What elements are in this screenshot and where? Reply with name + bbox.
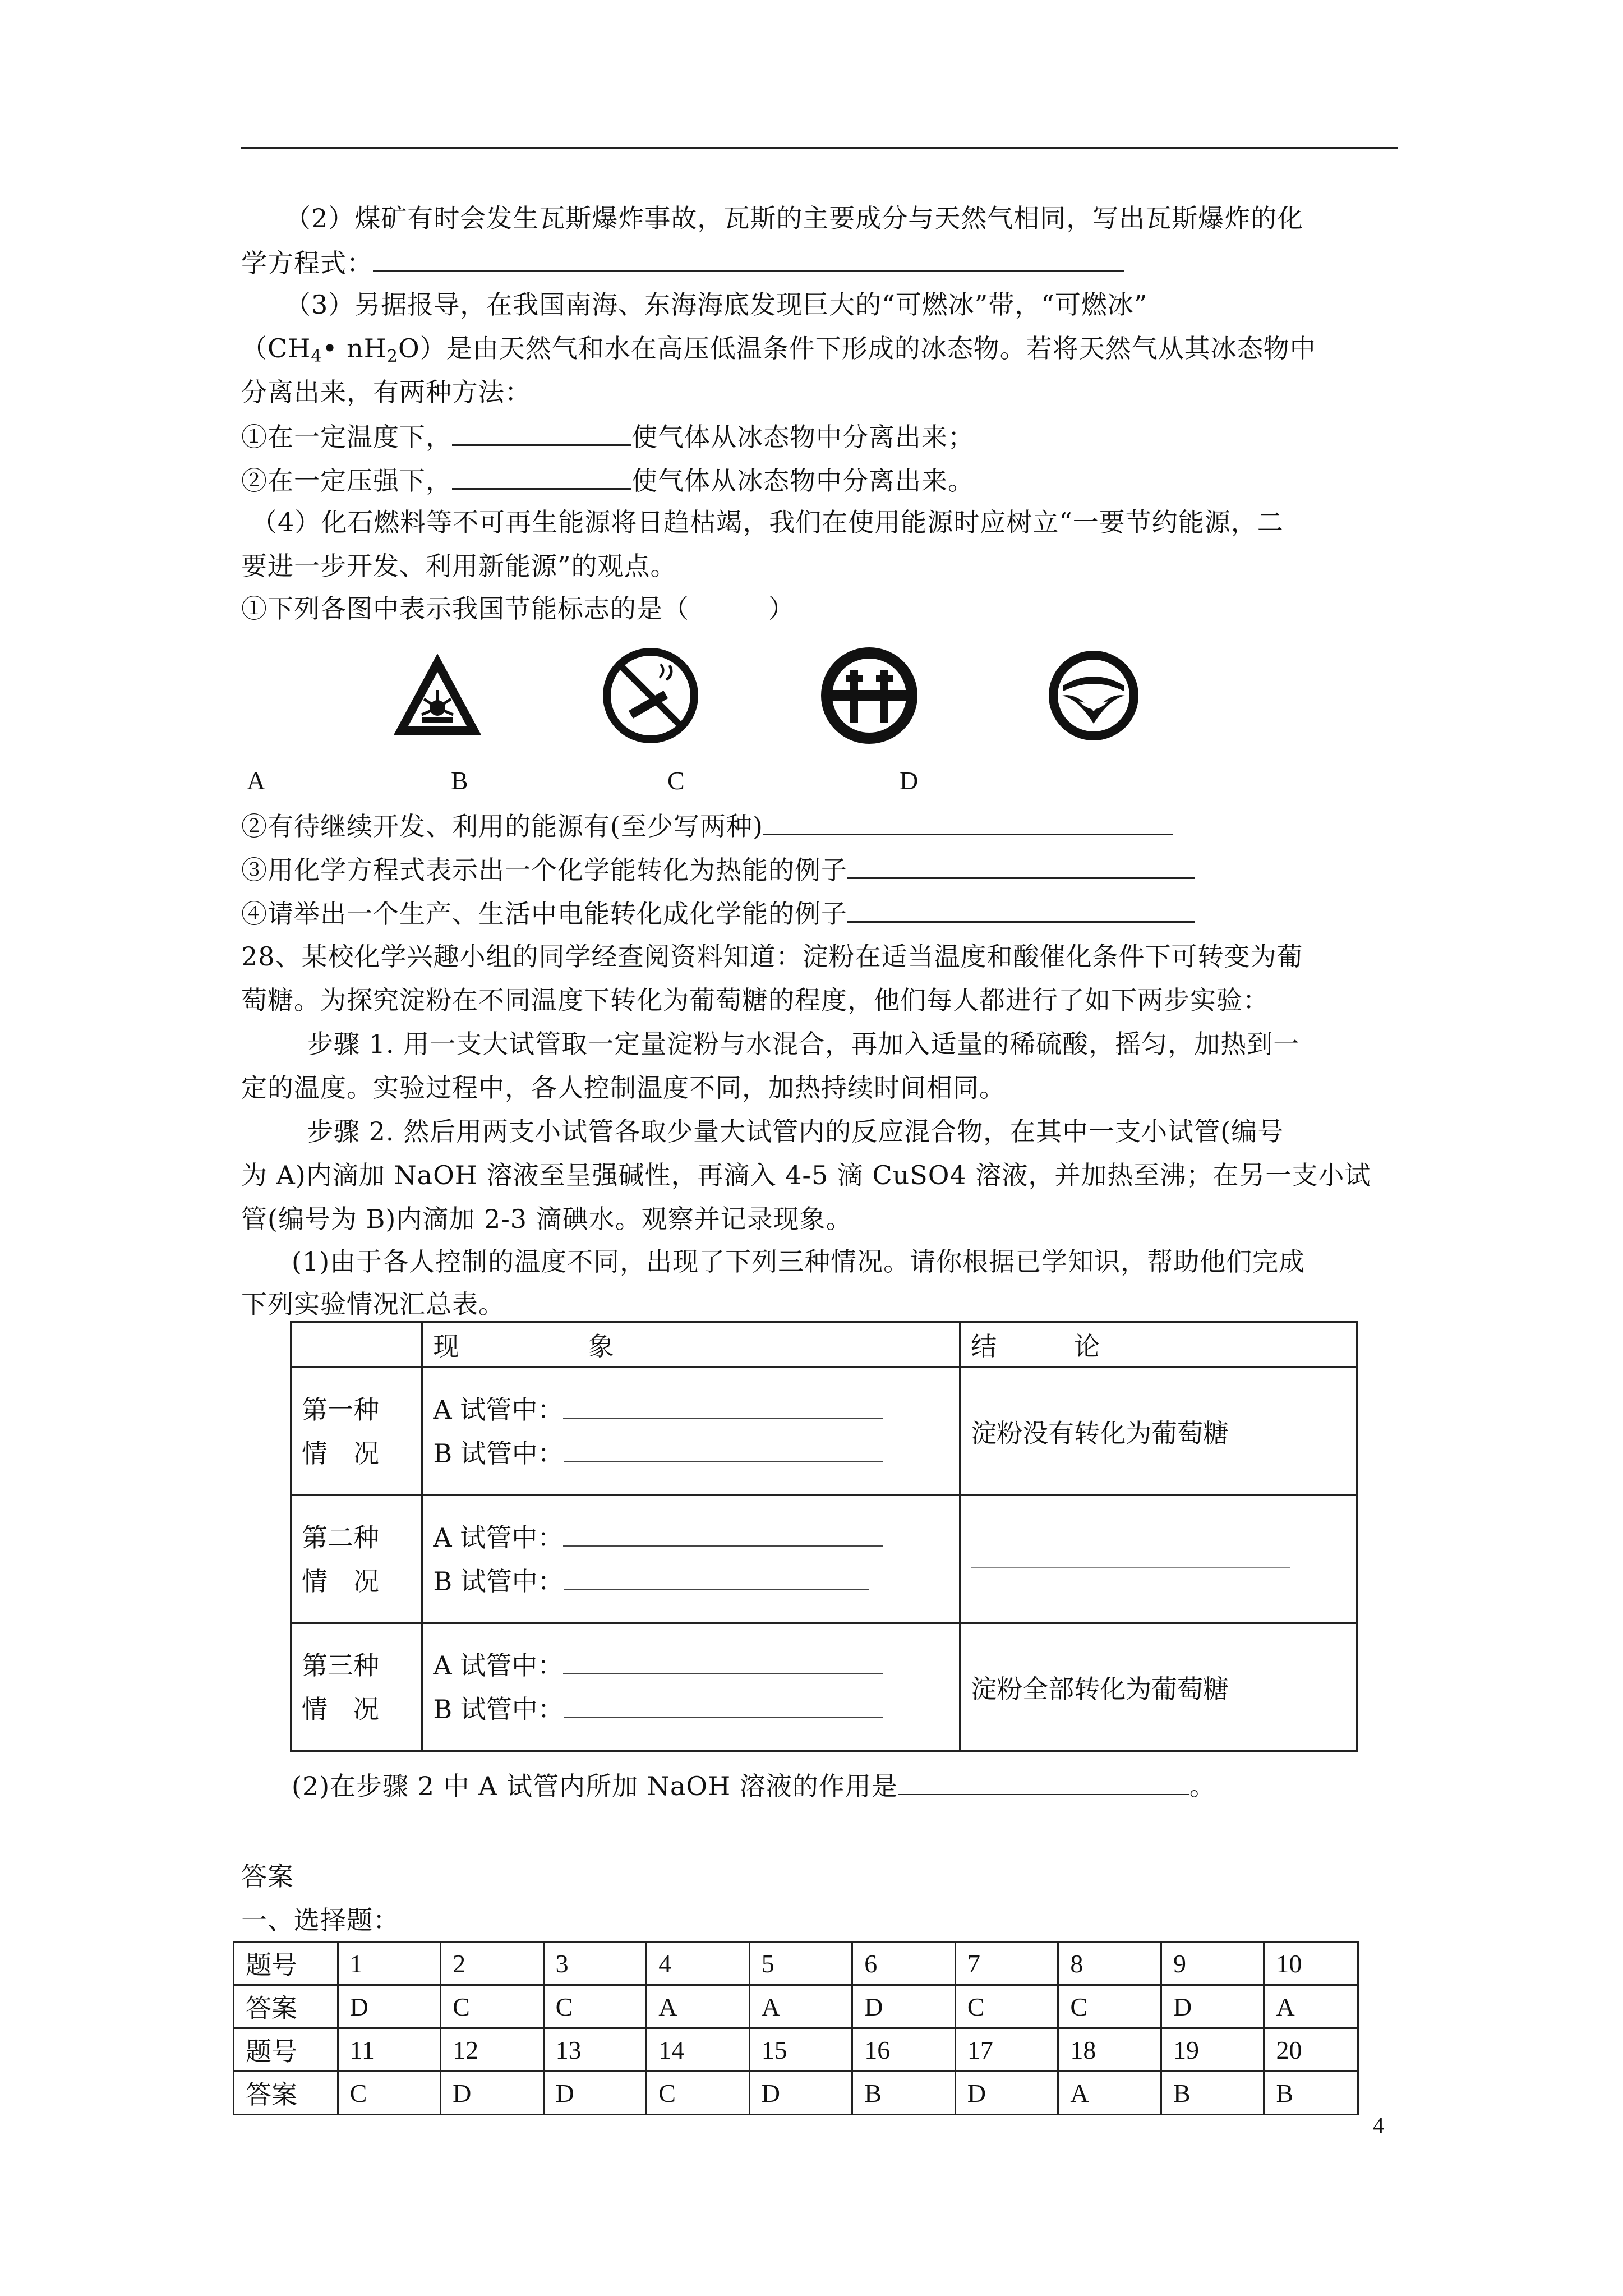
q4-line1: （4）化石燃料等不可再生能源将日趋枯竭，我们在使用能源时应树立“一要节约能源，二	[251, 507, 1284, 537]
q28-step2c: 管(编号为 B)内滴加 2-3 滴碘水。观察并记录现象。	[241, 1204, 852, 1234]
q4-sub4-blank[interactable]	[847, 895, 1195, 923]
q28-p2-blank[interactable]	[898, 1768, 1189, 1795]
case-label-cell	[291, 1496, 422, 1623]
answer-row-label: 答案	[234, 1985, 338, 2028]
answer-cell: 20	[1264, 2028, 1358, 2072]
q28-p1a: (1)由于各人控制的温度不同，出现了下列三种情况。请你根据已学知识，帮助他们完成	[292, 1246, 1306, 1277]
answer-cell: C	[955, 1985, 1058, 2028]
answer-table-row	[234, 1985, 1358, 2028]
answer-table	[233, 1941, 1359, 2115]
q3-line2	[241, 331, 1316, 374]
case-label-line2: 情 况	[302, 1694, 379, 1724]
tube-b-label: B 试管中：	[433, 1566, 564, 1596]
q4-sub3-blank[interactable]	[847, 852, 1195, 879]
energy-saving-icon[interactable]	[1043, 645, 1144, 746]
q28-step2b: 为 A)内滴加 NaOH 溶液至呈强碱性，再滴入 4-5 滴 CuSO4 溶液，并加热至沸；在另一支小试	[241, 1160, 1371, 1190]
header-empty-cell	[291, 1322, 422, 1368]
tube-b-blank[interactable]	[564, 1439, 883, 1462]
tube-b-line	[433, 1432, 949, 1475]
energy-sign-options	[387, 645, 1172, 757]
page-number: 4	[1373, 2113, 1384, 2138]
answer-cell: 14	[647, 2028, 750, 2072]
answer-cell: A	[1058, 2072, 1161, 2115]
q3-method2-pre: ②在一定压强下，	[241, 466, 452, 496]
q3-method1-post: 使气体从冰态物中分离出来；	[631, 422, 974, 452]
q3-formula-mid: • nH	[322, 333, 387, 364]
q4-line2: 要进一步开发、利用新能源”的观点。	[241, 551, 677, 581]
q3-method2	[241, 462, 974, 498]
answer-cell: 9	[1161, 1942, 1264, 1985]
tube-a-blank[interactable]	[563, 1395, 883, 1419]
q3-sub-4: 4	[311, 347, 322, 366]
q2-line2	[241, 245, 1124, 280]
tube-b-label: B 试管中：	[433, 1438, 564, 1469]
q3-formula-rest: O）是由天然气和水在高压低温条件下形成的冰态物。若将天然气从其冰态物中	[398, 333, 1316, 364]
answer-table-row	[234, 2028, 1358, 2072]
tube-a-label: A 试管中：	[433, 1394, 564, 1425]
q28-step2a: 步骤 2. 然后用两支小试管各取少量大试管内的反应混合物，在其中一支小试管(编号	[307, 1116, 1284, 1147]
experiment-summary-table	[290, 1321, 1358, 1752]
conclusion-blank[interactable]	[971, 1545, 1290, 1568]
answer-cell: C	[338, 2072, 441, 2115]
phenomenon-cell	[422, 1623, 960, 1751]
answer-cell: 19	[1161, 2028, 1264, 2072]
q2-prompt: 学方程式：	[241, 248, 373, 278]
answer-row-label: 答案	[234, 2072, 338, 2115]
q28-p2-end: 。	[1189, 1771, 1216, 1801]
q3-method2-blank[interactable]	[452, 462, 631, 490]
answer-cell: 15	[749, 2028, 852, 2072]
q3-line1: （3）另据报导，在我国南海、东海海底发现巨大的“可燃冰”带，“可燃冰”	[285, 289, 1148, 320]
answer-cell: D	[749, 2072, 852, 2115]
tube-b-line	[433, 1687, 949, 1731]
tube-b-blank[interactable]	[564, 1695, 883, 1718]
answer-row-label: 题号	[234, 1942, 338, 1985]
answer-cell: 5	[749, 1942, 852, 1985]
answer-cell: D	[338, 1985, 441, 2028]
answers-title: 答案	[241, 1861, 294, 1892]
case-label-line1: 第三种	[302, 1650, 379, 1681]
q28-line1: 28、某校化学兴趣小组的同学经查阅资料知道：淀粉在适当温度和酸催化条件下可转变为葡	[241, 941, 1303, 972]
answer-cell: D	[852, 1985, 956, 2028]
option-c-label: C	[667, 766, 685, 795]
phenomenon-cell	[422, 1368, 960, 1496]
q2-line1: （2）煤矿有时会发生瓦斯爆炸事故，瓦斯的主要成分与天然气相同，写出瓦斯爆炸的化	[285, 203, 1304, 233]
case-label-line1: 第一种	[302, 1394, 379, 1425]
conclusion-cell	[960, 1496, 1357, 1623]
answer-cell: C	[441, 1985, 544, 2028]
option-a-label: A	[247, 766, 266, 795]
answer-row-label: 题号	[234, 2028, 338, 2072]
table-row	[291, 1368, 1357, 1496]
q3-method1	[241, 418, 974, 454]
answer-cell: 18	[1058, 2028, 1161, 2072]
answer-cell: B	[1161, 2072, 1264, 2115]
q2-answer-blank[interactable]	[373, 245, 1124, 272]
tube-a-line	[433, 1516, 949, 1559]
option-b-label: B	[451, 766, 468, 795]
header-phenomenon: 现 象	[422, 1322, 960, 1368]
q3-method1-pre: ①在一定温度下，	[241, 422, 452, 452]
answer-cell: D	[441, 2072, 544, 2115]
tube-a-label: A 试管中：	[433, 1522, 564, 1553]
q4-sub2-text: ②有待继续开发、利用的能源有(至少写两种)	[241, 811, 763, 841]
answer-cell: 12	[441, 2028, 544, 2072]
answer-cell: 6	[852, 1942, 956, 1985]
q3-method2-post: 使气体从冰态物中分离出来。	[631, 466, 974, 496]
answer-cell: D	[955, 2072, 1058, 2115]
q3-formula-prefix: （CH	[241, 333, 311, 364]
q4-sub4-text: ④请举出一个生产、生活中电能转化成化学能的例子	[241, 899, 847, 929]
q28-line2: 萄糖。为探究淀粉在不同温度下转化为葡萄糖的程度，他们每人都进行了如下两步实验：	[241, 985, 1269, 1015]
q3-line3: 分离出来，有两种方法：	[241, 377, 531, 407]
answer-cell: 16	[852, 2028, 956, 2072]
answer-cell: 2	[441, 1942, 544, 1985]
tube-a-label: A 试管中：	[433, 1650, 564, 1681]
answer-cell: 7	[955, 1942, 1058, 1985]
answer-cell: A	[749, 1985, 852, 2028]
header-rule	[241, 147, 1398, 149]
q28-p1b: 下列实验情况汇总表。	[241, 1289, 505, 1319]
q28-p2-text: (2)在步骤 2 中 A 试管内所加 NaOH 溶液的作用是	[292, 1771, 898, 1801]
circle-symbol-icon[interactable]	[819, 645, 920, 746]
q4-sub2-blank[interactable]	[763, 808, 1173, 835]
q4-sub3	[241, 852, 1195, 887]
option-d-label: D	[900, 766, 919, 795]
case-label-line1: 第二种	[302, 1522, 379, 1553]
q4-sub4	[241, 895, 1195, 931]
q3-method1-blank[interactable]	[452, 418, 631, 446]
header-conclusion: 结 论	[960, 1322, 1357, 1368]
answer-cell: 3	[543, 1942, 647, 1985]
answers-section: 一、选择题：	[241, 1905, 399, 1935]
case-label-cell	[291, 1368, 422, 1496]
answer-cell: 17	[955, 2028, 1058, 2072]
phenomenon-cell	[422, 1496, 960, 1623]
answer-cell: A	[1264, 1985, 1358, 2028]
tube-a-line	[433, 1644, 949, 1687]
answer-cell: 10	[1264, 1942, 1358, 1985]
answer-table-row	[234, 1942, 1358, 1985]
answer-cell: B	[852, 2072, 956, 2115]
case-label-line2: 情 况	[302, 1438, 379, 1469]
case-label-cell	[291, 1623, 422, 1751]
answer-cell: D	[1161, 1985, 1264, 2028]
tube-b-label: B 试管中：	[433, 1694, 564, 1724]
q3-sub-2: 2	[386, 347, 398, 366]
answer-cell: 1	[338, 1942, 441, 1985]
answer-cell: 13	[543, 2028, 647, 2072]
answer-table-row	[234, 2072, 1358, 2115]
tube-b-blank[interactable]	[564, 1567, 869, 1590]
explosive-warning-icon[interactable]	[387, 645, 488, 746]
answer-cell: C	[647, 2072, 750, 2115]
q28-step1b: 定的温度。实验过程中，各人控制温度不同，加热持续时间相同。	[241, 1073, 1006, 1103]
answer-cell: 11	[338, 2028, 441, 2072]
q28-step1a: 步骤 1. 用一支大试管取一定量淀粉与水混合，再加入适量的稀硫酸，摇匀，加热到一	[307, 1029, 1300, 1059]
table-row	[291, 1623, 1357, 1751]
tube-a-blank[interactable]	[563, 1523, 883, 1547]
conclusion-cell: 淀粉全部转化为葡萄糖	[960, 1623, 1357, 1751]
case-label-line2: 情 况	[302, 1566, 379, 1596]
no-smoking-icon[interactable]	[600, 645, 701, 746]
answer-cell: B	[1264, 2072, 1358, 2115]
q4-sub2	[241, 808, 1173, 844]
tube-a-blank[interactable]	[563, 1651, 883, 1674]
q4-sub1: ①下列各图中表示我国节能标志的是（ ）	[241, 593, 795, 624]
tube-a-line	[433, 1388, 949, 1432]
q4-sub3-text: ③用化学方程式表示出一个化学能转化为热能的例子	[241, 855, 847, 885]
answer-cell: C	[1058, 1985, 1161, 2028]
conclusion-cell: 淀粉没有转化为葡萄糖	[960, 1368, 1357, 1496]
answer-cell: 4	[647, 1942, 750, 1985]
table-row	[291, 1496, 1357, 1623]
q28-p2	[292, 1768, 1216, 1803]
answer-cell: 8	[1058, 1942, 1161, 1985]
answer-cell: C	[543, 1985, 647, 2028]
answer-cell: D	[543, 2072, 647, 2115]
answer-cell: A	[647, 1985, 750, 2028]
table-header-row	[291, 1322, 1357, 1368]
tube-b-line	[433, 1559, 949, 1603]
